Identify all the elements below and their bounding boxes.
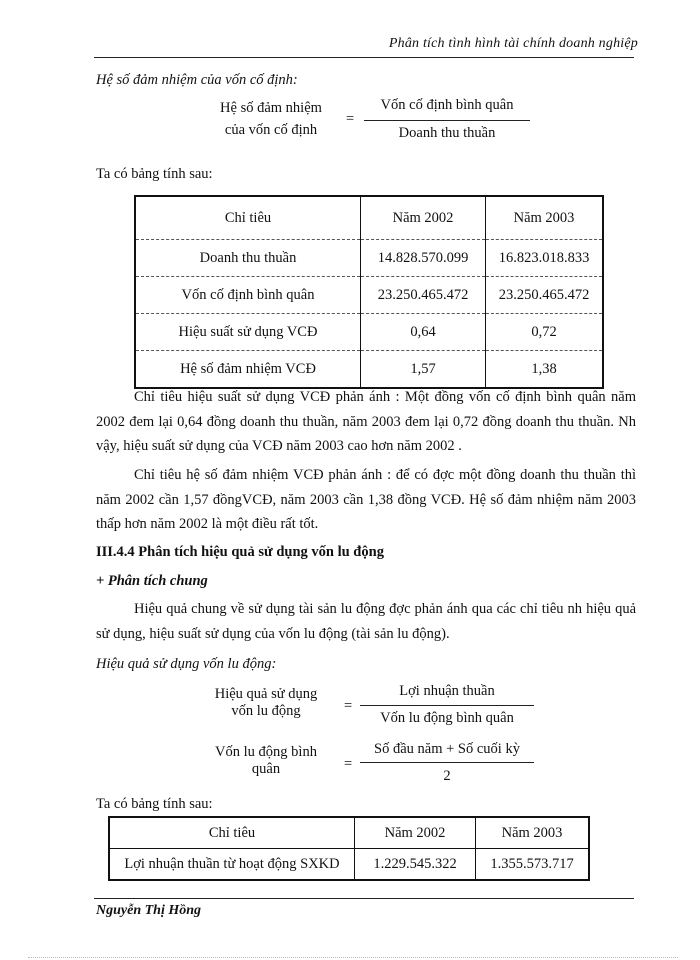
- table-row: [135, 351, 603, 389]
- table-header-cell: Năm 2003: [476, 817, 590, 849]
- table-cell: Hệ số đảm nhiệm VCĐ: [135, 351, 361, 389]
- footer-divider: [94, 898, 634, 899]
- table-row: [135, 277, 603, 314]
- formula3-fraction-bar: [360, 762, 534, 763]
- table-cell: 1,57: [361, 351, 486, 389]
- table-cell: 1.355.573.717: [476, 849, 590, 881]
- paragraph-text: Hiệu quả chung về sử dụng tài sản lu động đợc phản ánh qua các chỉ tiêu nh hiệu quả sử dụng, hiệu suất sử dụng của vốn lu động (tài sản lu động).: [96, 601, 636, 642]
- formula2-lhs-line1: Hiệu quả sử dụng: [214, 686, 318, 702]
- table-cell: 1.229.545.322: [355, 849, 476, 881]
- subsection-heading: + Phân tích chung: [96, 573, 208, 589]
- table-header-cell: Chỉ tiêu: [208, 824, 256, 841]
- formula1-denominator: Doanh thu thuần: [398, 125, 496, 141]
- paragraph-text: Chỉ tiêu hệ số đảm nhiệm VCĐ phản ánh : để có đợc một đồng doanh thu thuần thì năm 2002 cần 1,57 đồngVCĐ, năm 2003 cần 1,38 đồng VCĐ. Hệ số đảm nhiệm năm 2003 thấp hơn năm 2002 là một điều rất tốt.: [96, 467, 636, 532]
- footer-author: Nguyễn Thị Hồng: [96, 903, 202, 918]
- page-bottom-border: [28, 957, 678, 958]
- formula2-label: Hiệu quả sử dụng vốn lu động:: [96, 656, 277, 672]
- formula3-equals: =: [344, 756, 353, 772]
- table-cell: 16.823.018.833: [486, 240, 604, 277]
- table-cell: 23.250.465.472: [361, 277, 486, 314]
- table1-intro: Ta có bảng tính sau:: [96, 166, 213, 182]
- table-cell: 1,38: [486, 351, 604, 389]
- section-heading: III.4.4 Phân tích hiệu quả sử dụng vốn lu động: [96, 544, 384, 560]
- formula1-lhs-line1: Hệ số đảm nhiệm: [220, 100, 322, 116]
- table-row: [135, 240, 603, 277]
- formula3-numerator: Số đầu năm + Số cuối kỳ: [374, 741, 520, 757]
- table-header-row: [135, 196, 603, 240]
- table-row: [109, 849, 589, 881]
- table-header-cell: Năm 2002: [355, 817, 476, 849]
- table-cell: Doanh thu thuần: [135, 240, 361, 277]
- table-header-cell: Chỉ tiêu: [224, 209, 272, 226]
- table-cell: Hiệu suất sử dụng VCĐ: [135, 314, 361, 351]
- formula3-lhs-line1: Vốn lu động bình: [215, 744, 317, 760]
- formula1-equals: =: [346, 111, 355, 127]
- table-cell: 23.250.465.472: [486, 277, 604, 314]
- page-header-title: Phân tích tình hình tài chính doanh nghiệp: [388, 36, 638, 51]
- table-header-cell: Năm 2002: [361, 196, 486, 240]
- table2-intro: Ta có bảng tính sau:: [96, 796, 213, 812]
- formula2-denominator: Vốn lu động bình quân: [380, 710, 514, 726]
- formula2-lhs-line2: vốn lu động: [231, 703, 301, 719]
- table-row: [135, 314, 603, 351]
- header-divider: [94, 57, 634, 58]
- formula2-numerator: Lợi nhuận thuần: [399, 683, 495, 699]
- formula3-lhs-line2: quân: [251, 761, 281, 777]
- table-header-cell: Năm 2003: [486, 196, 604, 240]
- formula3-denominator: 2: [443, 768, 451, 784]
- table-cell: 0,64: [361, 314, 486, 351]
- paragraph-working-capital: [96, 597, 636, 646]
- formula1-numerator: Vốn cố định bình quân: [380, 97, 514, 113]
- table-cell: Vốn cố định bình quân: [135, 277, 361, 314]
- table1: [134, 195, 604, 389]
- formula1-lhs-line2: của vốn cố định: [224, 122, 318, 138]
- formula1-label: Hệ số đảm nhiệm của vốn cố định:: [96, 72, 298, 88]
- table-header-row: [109, 817, 589, 849]
- paragraph-text: Chỉ tiêu hiệu suất sử dụng VCĐ phản ánh : Một đồng vốn cố định bình quân năm 2002 đem lại 0,64 đồng doanh thu thuần, năm 2003 đem lại 0,72 đồng doanh thu thuần. Nh vậy, hiệu suất sử dụng của VCĐ năm 2003 cao hơn năm 2002 .: [96, 389, 636, 454]
- formula2-equals: =: [344, 698, 353, 714]
- paragraph-vcd-efficiency: [96, 385, 636, 459]
- table-cell: 0,72: [486, 314, 604, 351]
- table-cell: Lợi nhuận thuần từ hoạt động SXKD: [109, 849, 355, 881]
- table2: [108, 816, 590, 881]
- paragraph-vcd-ratio: [96, 463, 636, 537]
- table-cell: 14.828.570.099: [361, 240, 486, 277]
